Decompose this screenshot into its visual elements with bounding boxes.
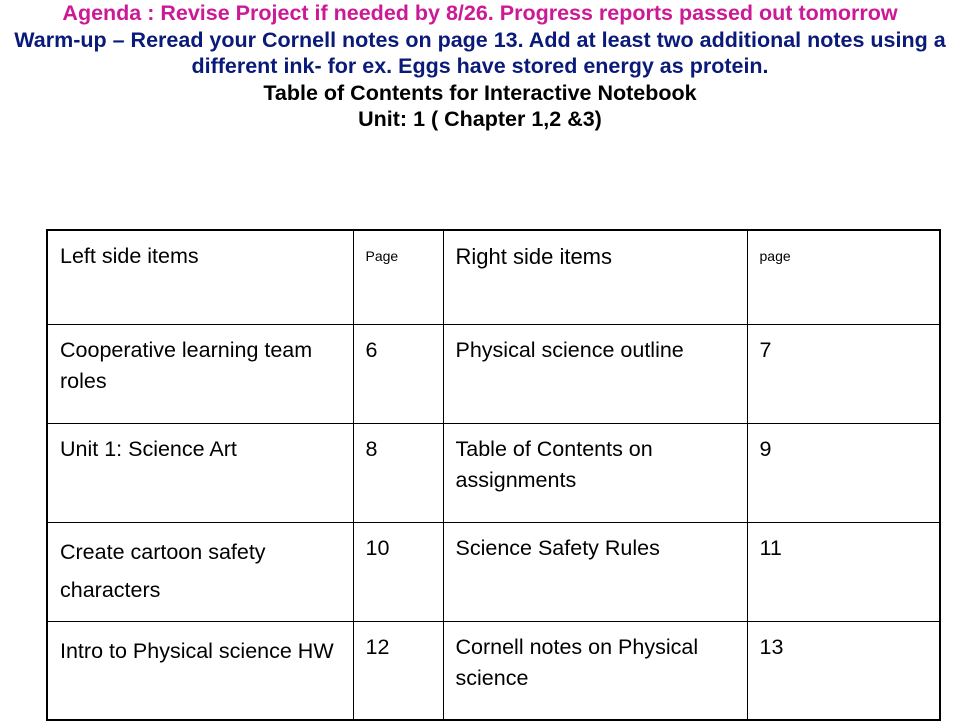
table-row [47, 621, 940, 720]
table-row [47, 522, 940, 621]
unit-title: Unit: 1 ( Chapter 1,2 &3) [358, 107, 602, 131]
toc-title: Table of Contents for Interactive Notebook [263, 80, 697, 105]
header-right-page: page [747, 230, 940, 324]
left-item: Unit 1: Science Art [47, 423, 353, 522]
table-row [47, 423, 940, 522]
header-left-items: Left side items [47, 230, 353, 324]
warmup-text: Warm-up – Reread your Cornell notes on page 13. Add at least two additional notes using a different ink- for ex. Eggs have stored energy as protein. [14, 27, 946, 78]
left-item: Create cartoon safety characters [47, 522, 353, 621]
right-item: Cornell notes on Physical science [443, 621, 747, 720]
table-of-contents [46, 229, 941, 721]
left-item: Intro to Physical science HW [47, 621, 353, 720]
agenda-text: Agenda : Revise Project if needed by 8/26. Progress reports passed out tomorrow [62, 1, 898, 25]
slide-header [0, 0, 960, 133]
left-item: Cooperative learning team roles [47, 324, 353, 423]
left-page: 10 [353, 522, 443, 621]
left-page: 12 [353, 621, 443, 720]
table-header-row [47, 230, 940, 324]
right-page: 11 [747, 522, 940, 621]
right-page: 13 [747, 621, 940, 720]
left-page: 8 [353, 423, 443, 522]
right-item: Science Safety Rules [443, 522, 747, 621]
right-page: 9 [747, 423, 940, 522]
right-item: Table of Contents on assignments [443, 423, 747, 522]
left-page: 6 [353, 324, 443, 423]
right-item: Physical science outline [443, 324, 747, 423]
right-page: 7 [747, 324, 940, 423]
header-left-page: Page [353, 230, 443, 324]
header-right-items: Right side items [443, 230, 747, 324]
table-row [47, 324, 940, 423]
